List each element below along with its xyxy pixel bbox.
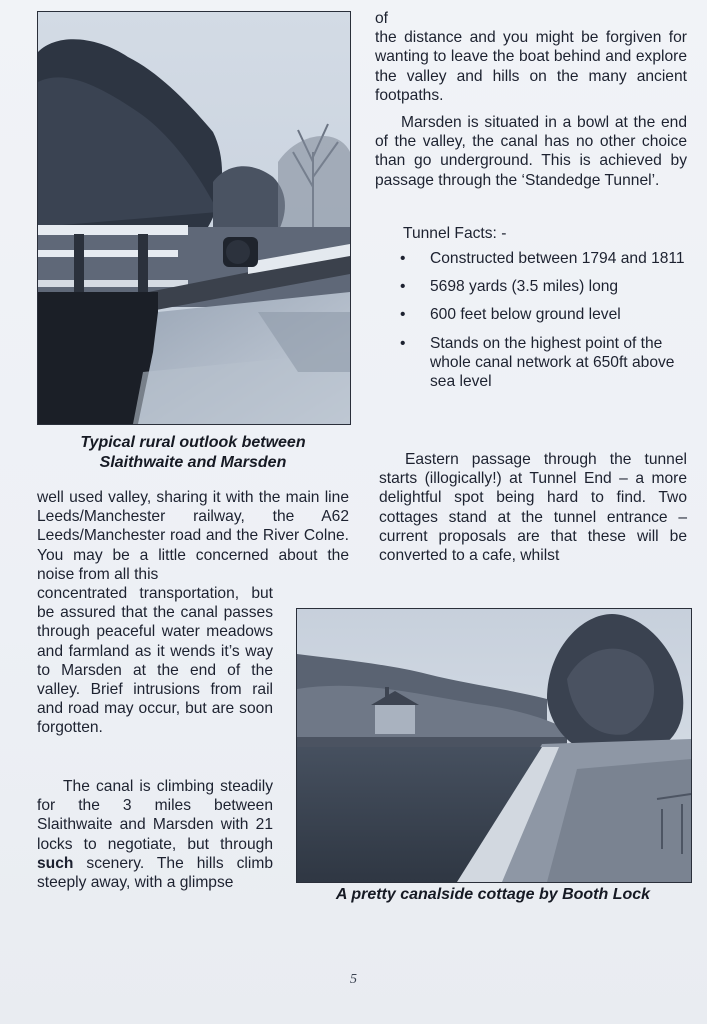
paragraph-eastern-passage: Eastern passage through the tunnel starts (illogically!) at Tunnel End – a more delightful spot being hard to find. Two cottages stand at the tunnel entrance – current proposals are that these will be converted to a cafe, whilst [379, 451, 687, 565]
list-item [400, 249, 690, 268]
paragraph-footpaths: the distance and you might be forgiven for wanting to leave the boat behind and explore the valley and hills on the many ancient footpaths. [375, 29, 687, 104]
tunnel-facts-heading: Tunnel Facts: - [403, 225, 507, 242]
text-segment: The canal is climbing steadily for the 3 miles between Slaithwaite and Marsden with 21 locks to negotiate, but through [37, 778, 273, 853]
bullet-icon: • [400, 250, 406, 267]
list-item [400, 277, 690, 296]
lock-photo [37, 11, 351, 425]
paragraph-continuation-word: of [375, 10, 389, 27]
text-segment: scenery. The hills climb steeply away, with a glimpse [37, 854, 273, 892]
lock-photo-caption: Typical rural outlook between Slaithwaite and Marsden [80, 434, 306, 471]
canalside-cottage-photo [296, 608, 692, 883]
paragraph-transportation: concentrated transportation, but be assured that the canal passes through peaceful water meadows and farmland as it wends it’s way to Marsden at the end of the valley. Brief intrusions from rail and road may occur, but are soon forgotten. [37, 585, 273, 737]
emphasis-text: such [37, 854, 74, 872]
tunnel-facts-list [400, 249, 690, 400]
fact-text: Stands on the highest point of the whole canal network at 650ft above sea level [430, 334, 675, 391]
right-column-text [375, 9, 687, 190]
paragraph-canal-climbing [37, 777, 273, 892]
bullet-icon: • [400, 278, 406, 296]
paragraph-marsden: Marsden is situated in a bowl at the end of the valley, the canal has no other choice than go underground. This is achieved by passage through the ‘Standedge Tunnel’. [375, 114, 687, 189]
fact-text: 600 feet below ground level [430, 306, 621, 324]
bullet-icon: • [400, 334, 406, 352]
page-number: 5 [350, 972, 357, 987]
list-item [400, 334, 690, 392]
list-item [400, 305, 690, 324]
paragraph-valley: well used valley, sharing it with the main line Leeds/Manchester railway, the A62 Leeds/Manchester road and the River Colne. You may be a little concerned about the noise from all this [37, 489, 349, 583]
cottage-photo-caption: A pretty canalside cottage by Booth Lock [335, 886, 651, 903]
fact-text: 5698 yards (3.5 miles) long [430, 278, 619, 296]
bullet-icon: • [400, 306, 406, 324]
fact-text: Constructed between 1794 and 1811 [430, 250, 685, 267]
